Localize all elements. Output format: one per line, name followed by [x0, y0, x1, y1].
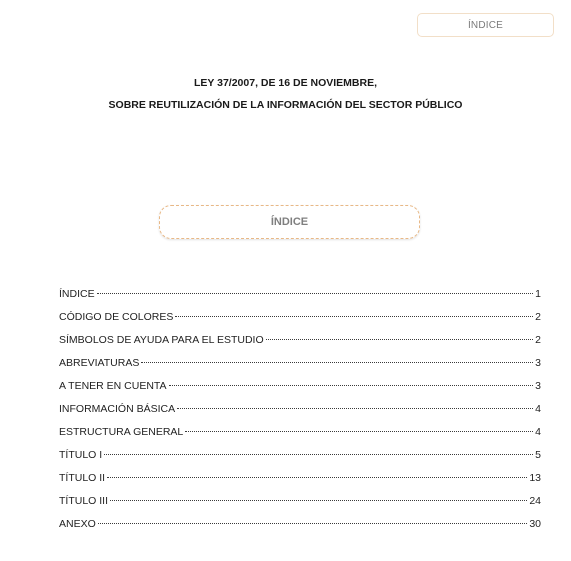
toc-dot-leader: [110, 500, 527, 501]
toc-entry-label: INFORMACIÓN BÁSICA: [59, 403, 176, 415]
toc-dot-leader: [97, 293, 534, 294]
toc-entry[interactable]: [59, 334, 541, 357]
toc-entry-label: TÍTULO I: [59, 449, 103, 461]
toc-entry-label: ABREVIATURAS: [59, 357, 140, 369]
toc-dot-leader: [175, 316, 533, 317]
toc-entry-label: A TENER EN CUENTA: [59, 380, 167, 392]
toc-dot-leader: [141, 362, 533, 363]
toc-entry-page: 1: [535, 288, 541, 300]
toc-entry[interactable]: [59, 357, 541, 380]
toc-entry-label: CÓDIGO DE COLORES: [59, 311, 174, 323]
toc-dot-leader: [98, 523, 528, 524]
toc-entry-label: TÍTULO III: [59, 495, 109, 507]
law-title-line-1: LEY 37/2007, DE 16 DE NOVIEMBRE,: [193, 77, 378, 89]
law-title-line-2: SOBRE REUTILIZACIÓN DE LA INFORMACIÓN DEL SECTOR PÚBLICO: [108, 99, 463, 111]
toc-entry-label: ÍNDICE: [59, 288, 95, 300]
toc-entry-label: ANEXO: [59, 518, 96, 530]
toc-dot-leader: [266, 339, 534, 340]
toc-entry-page: 3: [535, 357, 541, 369]
toc-dot-leader: [107, 477, 527, 478]
toc-entry[interactable]: [59, 380, 541, 403]
toc-entry-label: ESTRUCTURA GENERAL: [59, 426, 184, 438]
toc-entry-label: TÍTULO II: [59, 472, 106, 484]
toc-entry[interactable]: [59, 426, 541, 449]
toc-entry-page: 5: [535, 449, 541, 461]
toc-entry-page: 4: [535, 403, 541, 415]
toc-entry[interactable]: [59, 495, 541, 518]
toc-entry[interactable]: [59, 403, 541, 426]
index-nav-button[interactable]: ÍNDICE: [417, 13, 554, 37]
toc-entry[interactable]: [59, 311, 541, 334]
toc-entry-page: 30: [529, 518, 541, 530]
toc-entry-page: 2: [535, 334, 541, 346]
toc-entry[interactable]: [59, 518, 541, 541]
toc-entry-page: 4: [535, 426, 541, 438]
toc-dot-leader: [169, 385, 534, 386]
toc-entry-page: 2: [535, 311, 541, 323]
toc-entry[interactable]: [59, 449, 541, 472]
toc-dot-leader: [185, 431, 533, 432]
toc-entry[interactable]: [59, 472, 541, 495]
toc-entry[interactable]: [59, 288, 541, 311]
toc-entry-page: 24: [529, 495, 541, 507]
toc-entry-page: 3: [535, 380, 541, 392]
toc-dot-leader: [177, 408, 533, 409]
toc-entry-label: SÍMBOLOS DE AYUDA PARA EL ESTUDIO: [59, 334, 264, 346]
toc-dot-leader: [104, 454, 533, 455]
table-of-contents: [59, 288, 541, 541]
toc-entry-page: 13: [529, 472, 541, 484]
index-heading-box: ÍNDICE: [159, 205, 420, 239]
